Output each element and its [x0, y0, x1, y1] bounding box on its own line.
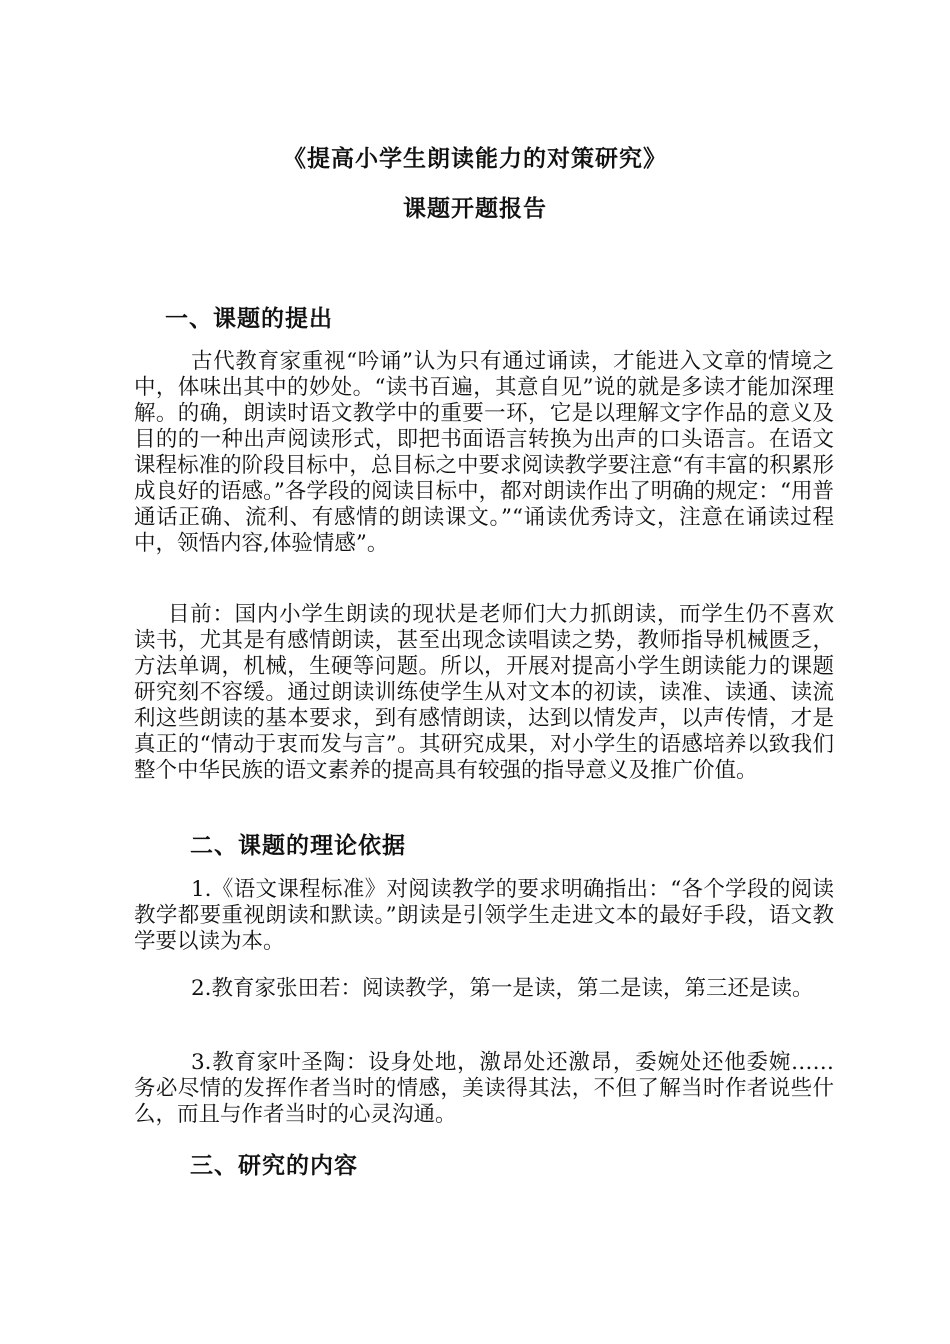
section-2-paragraph-2: 2.教育家张田若：阅读教学，第一是读，第二是读，第三还是读。 — [191, 976, 814, 1001]
section-1-heading: 一、课题的提出 — [165, 306, 333, 332]
section-3-heading: 三、研究的内容 — [190, 1153, 358, 1179]
section-2-paragraph-3: 3.教育家叶圣陶：设身处地，激昂处还激昂，委婉处还他委婉……务必尽情的发挥作者当时的情感，美读得其法，不但了解当时作者说些什么，而且与作者当时的心灵沟通。 — [134, 1050, 834, 1127]
section-1-paragraph-1: 古代教育家重视“吟诵”认为只有通过诵读，才能进入文章的情境之中，体味出其中的妙处。“读书百遍，其意自见”说的就是多读才能加深理解。的确，朗读时语文教学中的重要一环，它是以理解文字作品的意义及目的的一种出声阅读形式，即把书面语言转换为出声的口头语言。在语文课程标准的阶段目标中，总目标之中要求阅读教学要注意“有丰富的积累形成良好的语感。”各学段的阅读目标中，都对朗读作出了明确的规定：“用普通话正确、流利、有感情的朗读课文。”“诵读优秀诗文，注意在诵读过程中，领悟内容,体验情感”。 — [134, 349, 834, 556]
section-1-paragraph-2: 目前：国内小学生朗读的现状是老师们大力抓朗读，而学生仍不喜欢读书，尤其是有感情朗读，甚至出现念读唱读之势，教师指导机械匮乏，方法单调，机械，生硬等问题。所以，开展对提高小学生朗读能力的课题研究刻不容缓。通过朗读训练使学生从对文本的初读，读准、读通、读流利这些朗读的基本要求，到有感情朗读，达到以情发声，以声传情，才是真正的“情动于衷而发与言”。其研究成果，对小学生的语感培养以致我们整个中华民族的语文素养的提高具有较强的指导意义及推广价值。 — [134, 602, 834, 783]
section-2-paragraph-1: 1.《语文课程标准》对阅读教学的要求明确指出：“各个学段的阅读教学都要重视朗读和默读。”朗读是引领学生走进文本的最好手段，语文教学要以读为本。 — [134, 877, 834, 954]
document-title: 《提高小学生朗读能力的对策研究》 — [283, 146, 667, 172]
section-2-heading: 二、课题的理论依据 — [190, 833, 406, 859]
document-subtitle: 课题开题报告 — [403, 196, 547, 222]
